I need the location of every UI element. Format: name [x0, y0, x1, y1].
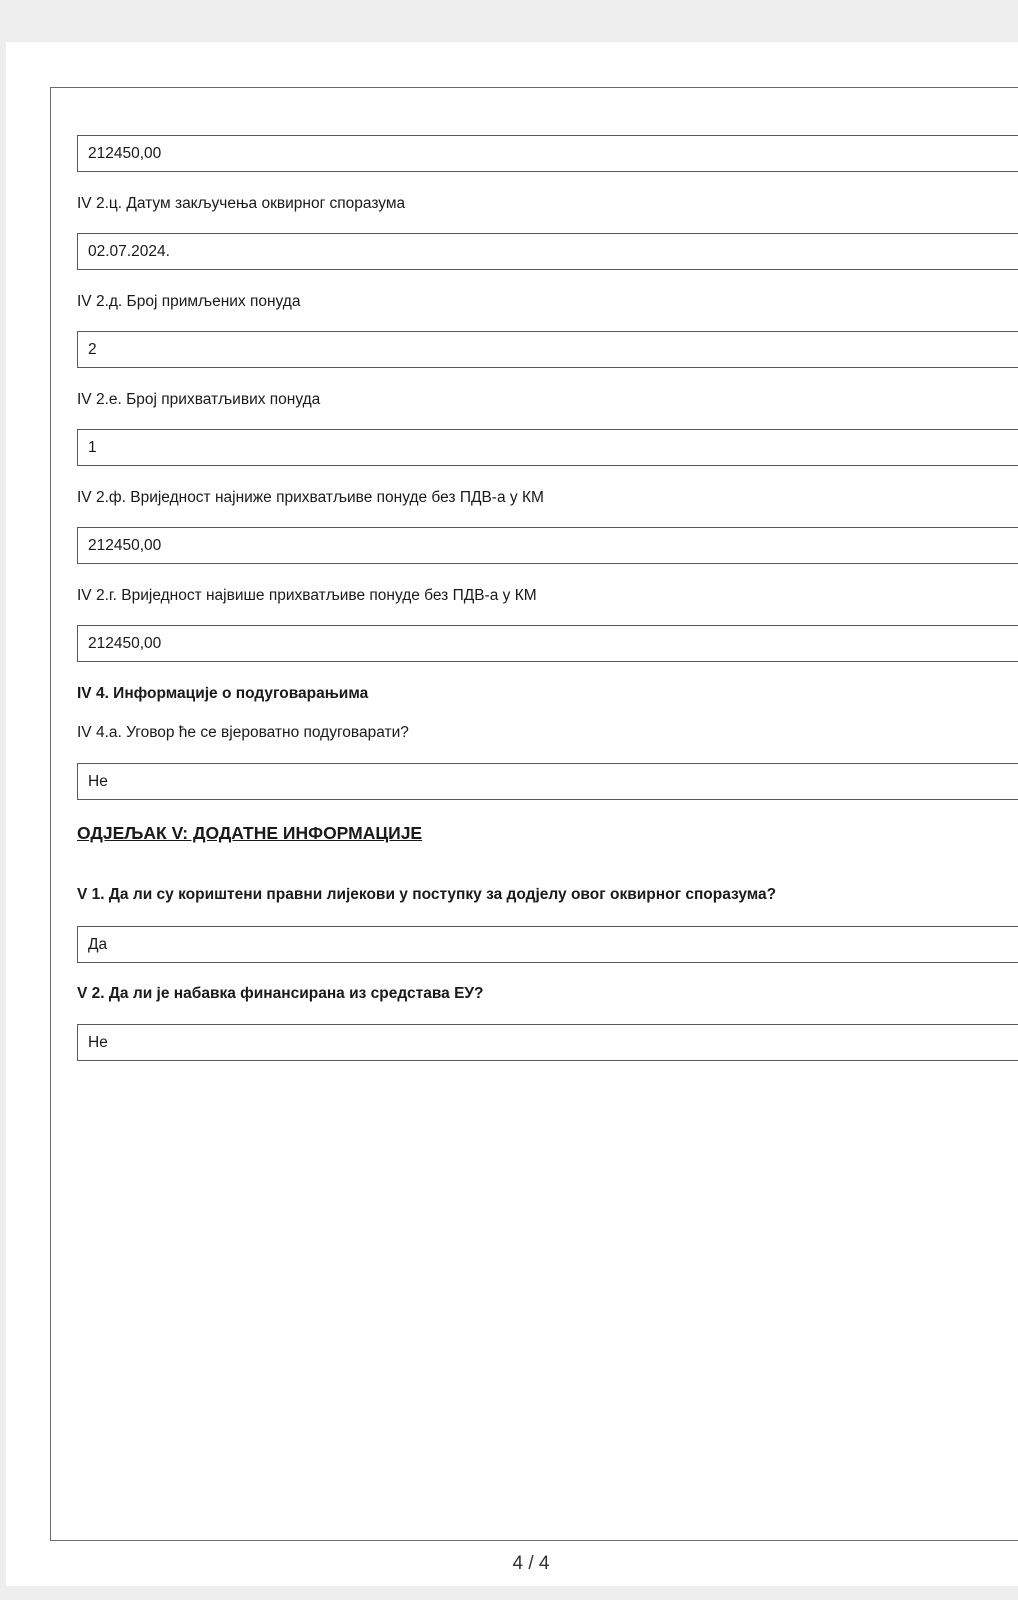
subsection-title-subcontracting: IV 4. Информације о подуговарањима [77, 685, 369, 702]
page-indicator-text: 4 / 4 [512, 1553, 550, 1574]
value-field-acceptable-offers: 1 [77, 429, 1018, 466]
label-eu-funding: V 2. Да ли је набавка финансирана из средстава ЕУ? [77, 985, 484, 1002]
value-field-lowest-offer: 212450,00 [77, 527, 1018, 564]
page-indicator [51, 1553, 1018, 1575]
label-lowest-offer: IV 2.ф. Вриједност најниже прихватљиве понуде без ПДВ-а у КМ [77, 489, 544, 506]
label-contract-date: IV 2.ц. Датум закључења оквирног споразума [77, 195, 406, 212]
value-field-contract-value: 212450,00 [77, 135, 1018, 172]
value-field-highest-offer: 212450,00 [77, 625, 1018, 662]
pdf-page [6, 42, 1018, 1586]
label-acceptable-offers: IV 2.е. Број прихватљивих понуда [77, 391, 321, 408]
value-field-offers-received: 2 [77, 331, 1018, 368]
section-title-additional-info: ОДЈЕЉАК V: ДОДАТНЕ ИНФОРМАЦИЈЕ [77, 823, 423, 843]
label-legal-remedies: V 1. Да ли су кориштени правни лијекови у поступку за додјелу овог оквирног споразума? [77, 886, 777, 903]
value-field-eu-funding: Не [77, 1024, 1018, 1061]
label-highest-offer: IV 2.г. Вриједност највише прихватљиве понуде без ПДВ-а у КМ [77, 587, 537, 604]
form-frame [50, 87, 1018, 1574]
value-field-legal-remedies: Да [77, 926, 1018, 963]
label-subcontracting: IV 4.а. Уговор ће се вјероватно подуговарати? [77, 724, 409, 741]
value-field-contract-date: 02.07.2024. [77, 233, 1018, 270]
value-field-subcontracting: Не [77, 763, 1018, 800]
label-offers-received: IV 2.д. Број примљених понуда [77, 293, 301, 310]
